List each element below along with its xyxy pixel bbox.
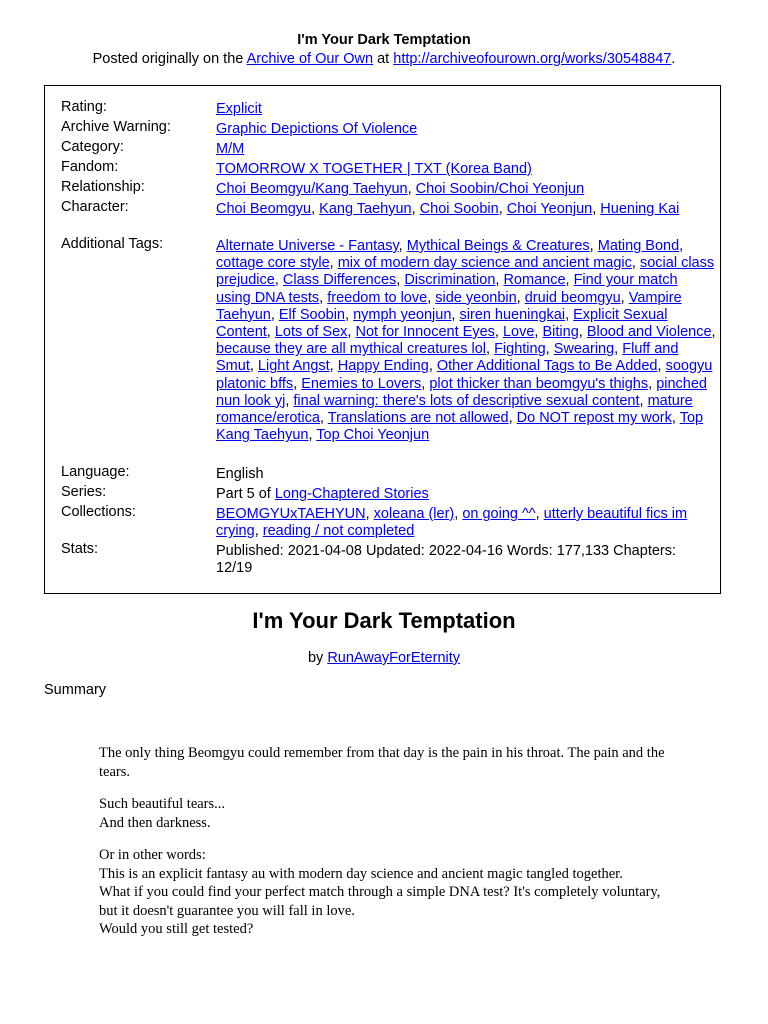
summary-line: What if you could find your perfect match through a simple DNA test? It's completely voluntary, but it doesn't guarantee you will fall in love.: [99, 884, 661, 919]
collections-label: Collections:: [61, 504, 136, 520]
character-link[interactable]: Kang Taehyun: [319, 201, 412, 217]
tag-link[interactable]: soogyu platonic bffs: [216, 358, 713, 392]
summary-heading: Summary: [44, 682, 107, 698]
archive-link[interactable]: Archive of Our Own: [246, 51, 374, 67]
tag-link[interactable]: Light Angst: [257, 358, 330, 375]
collection-link[interactable]: reading / not completed: [262, 523, 415, 540]
character-link[interactable]: Choi Yeonjun: [506, 201, 593, 217]
rating-label: Rating:: [61, 99, 107, 115]
tag-link[interactable]: Class Differences: [282, 272, 397, 289]
tag-link[interactable]: Happy Ending: [337, 358, 429, 375]
posted-at: at: [373, 51, 394, 67]
stats-label: Stats:: [61, 541, 99, 557]
summary-line: Or in other words:: [99, 847, 206, 863]
tag-link[interactable]: Swearing: [553, 341, 615, 358]
tag-link[interactable]: Elf Soobin: [278, 306, 345, 323]
tag-link[interactable]: social class prejudice: [216, 255, 715, 289]
posted-prefix: Posted originally on the: [92, 51, 247, 67]
tag-link[interactable]: Fluff and Smut: [216, 341, 679, 375]
work-title: I'm Your Dark Temptation: [252, 608, 516, 633]
tag-link[interactable]: Fighting: [494, 341, 546, 358]
collection-link[interactable]: on going ^^: [462, 506, 536, 522]
relationship-link[interactable]: Choi Soobin/Choi Yeonjun: [415, 181, 585, 197]
tag-link[interactable]: side yeonbin: [435, 289, 517, 306]
header-title: I'm Your Dark Temptation: [297, 32, 471, 48]
collection-link[interactable]: BEOMGYUxTAEHYUN: [216, 506, 366, 522]
tag-link[interactable]: nymph yeonjun: [353, 306, 452, 323]
series-link[interactable]: Long-Chaptered Stories: [274, 486, 429, 502]
summary-paragraph: [99, 744, 679, 781]
tag-link[interactable]: Not for Innocent Eyes: [355, 324, 495, 341]
tag-link[interactable]: freedom to love: [327, 289, 428, 306]
rating-link[interactable]: Explicit: [216, 101, 262, 117]
relationship-link[interactable]: Choi Beomgyu/Kang Taehyun: [216, 181, 408, 197]
character-link[interactable]: Choi Beomgyu: [216, 201, 312, 217]
tag-link[interactable]: Enemies to Lovers: [301, 375, 422, 392]
collection-link[interactable]: xoleana (ler): [373, 506, 455, 522]
warning-link[interactable]: Graphic Depictions Of Violence: [216, 121, 418, 137]
byline: [0, 649, 768, 668]
tag-link[interactable]: Find your match using DNA tests: [216, 272, 678, 306]
summary-paragraph: [99, 795, 679, 832]
tag-link[interactable]: Vampire Taehyun: [216, 289, 682, 323]
summary-line: Such beautiful tears...: [99, 796, 226, 812]
summary-paragraph: [99, 846, 679, 939]
stats-value: Published: 2021-04-08 Updated: 2022-04-16 Words: 177,133 Chapters: 12/19: [216, 543, 677, 577]
author-link[interactable]: RunAwayForEternity: [327, 650, 461, 666]
tags-list: Alternate Universe - Fantasy, Mythical Beings & Creatures, Mating Bond, cottage core style, mix of modern day science and ancient magic, social class prejudice, Class Differences, Discrimination, Romance, Find your match using DNA tests, freedom to love, side yeonbin, druid beomgyu, Vampire Taehyun, Elf Soobin, nymph yeonjun, siren hueningkai, Explicit Sexual Content, Lots of Sex, Not for Innocent Eyes, Love, Biting, Blood and Violence, because they are all mythical creatures lol, Fighting, Swearing, Fluff and Smut, Light Angst, Happy Ending, Other Additional Tags to Be Added, soogyu platonic bffs, Enemies to Lovers, plot thicker than beomgyu's thighs, pinched nun look yj, final warning: there's lots of descriptive sexual content, mature romance/erotica, Translations are not allowed, Do NOT repost my work, Top Kang Taehyun, Top Choi Yeonjun: [216, 238, 716, 444]
series-label: Series:: [61, 484, 107, 500]
collections-list: BEOMGYUxTAEHYUN, xoleana (ler), on going ^^, utterly beautiful fics im crying, reading / not completed: [216, 506, 688, 540]
relationship-label: Relationship:: [61, 179, 145, 195]
work-url-link[interactable]: http://archiveofourown.org/works/30548847: [393, 51, 672, 67]
warning-label: Archive Warning:: [61, 119, 171, 135]
posted-line: [0, 50, 768, 69]
tag-link[interactable]: Mating Bond: [597, 238, 680, 254]
language-value: English: [216, 466, 264, 482]
tag-link[interactable]: Do NOT repost my work: [516, 410, 672, 427]
byline-prefix: by: [307, 650, 328, 666]
fandom-label: Fandom:: [61, 159, 119, 175]
work-metadata-box: [44, 85, 721, 594]
relationship-list: Choi Beomgyu/Kang Taehyun, Choi Soobin/Choi Yeonjun: [216, 181, 585, 197]
tag-link[interactable]: Romance: [503, 272, 566, 289]
tags-label: Additional Tags:: [61, 236, 164, 252]
tag-link[interactable]: mature romance/erotica: [216, 392, 693, 427]
character-label: Character:: [61, 199, 129, 215]
character-link[interactable]: Choi Soobin: [419, 201, 499, 217]
tag-link[interactable]: Top Choi Yeonjun: [316, 427, 430, 444]
tag-link[interactable]: because they are all mythical creatures lol: [216, 341, 486, 358]
tag-link[interactable]: Explicit Sexual Content: [216, 306, 668, 341]
tag-link[interactable]: Other Additional Tags to Be Added: [436, 358, 658, 375]
tag-link[interactable]: Alternate Universe - Fantasy: [216, 238, 399, 254]
tag-link[interactable]: plot thicker than beomgyu's thighs: [429, 375, 649, 392]
summary-line: This is an explicit fantasy au with modern day science and ancient magic tangled together.: [99, 865, 623, 882]
tag-link[interactable]: pinched nun look yj: [216, 375, 707, 409]
tag-link[interactable]: Lots of Sex: [274, 324, 348, 341]
tag-link[interactable]: Top Kang Taehyun: [216, 410, 704, 444]
character-list: Choi Beomgyu, Kang Taehyun, Choi Soobin, Choi Yeonjun, Huening Kai: [216, 201, 680, 217]
tag-link[interactable]: druid beomgyu: [524, 289, 621, 306]
language-label: Language:: [61, 464, 130, 480]
tag-link[interactable]: siren hueningkai: [459, 306, 566, 323]
series-prefix: Part 5 of: [216, 486, 275, 502]
tag-link[interactable]: Discrimination: [404, 272, 496, 289]
tag-link[interactable]: Biting: [542, 324, 579, 341]
document-header: [0, 31, 768, 69]
summary-line: The only thing Beomgyu could remember from that day is the pain in his throat. The pain and the tears.: [99, 745, 665, 780]
tag-link[interactable]: Translations are not allowed: [327, 410, 509, 427]
fandom-link[interactable]: TOMORROW X TOGETHER | TXT (Korea Band): [216, 161, 532, 177]
summary-text: [99, 744, 679, 953]
tag-link[interactable]: mix of modern day science and ancient magic: [337, 255, 632, 272]
summary-line: And then darkness.: [99, 814, 211, 831]
tag-link[interactable]: final warning: there's lots of descriptive sexual content: [293, 392, 640, 409]
posted-period: .: [671, 51, 676, 67]
tag-link[interactable]: Blood and Violence: [586, 324, 712, 341]
tag-link[interactable]: Mythical Beings & Creatures: [406, 238, 590, 254]
collection-link[interactable]: utterly beautiful fics im crying: [216, 506, 688, 540]
character-link[interactable]: Huening Kai: [600, 201, 680, 217]
tag-link[interactable]: cottage core style: [216, 255, 330, 272]
category-link[interactable]: M/M: [216, 141, 245, 157]
summary-line: Would you still get tested?: [99, 921, 254, 937]
category-label: Category:: [61, 139, 124, 155]
tag-link[interactable]: Love: [502, 324, 535, 341]
